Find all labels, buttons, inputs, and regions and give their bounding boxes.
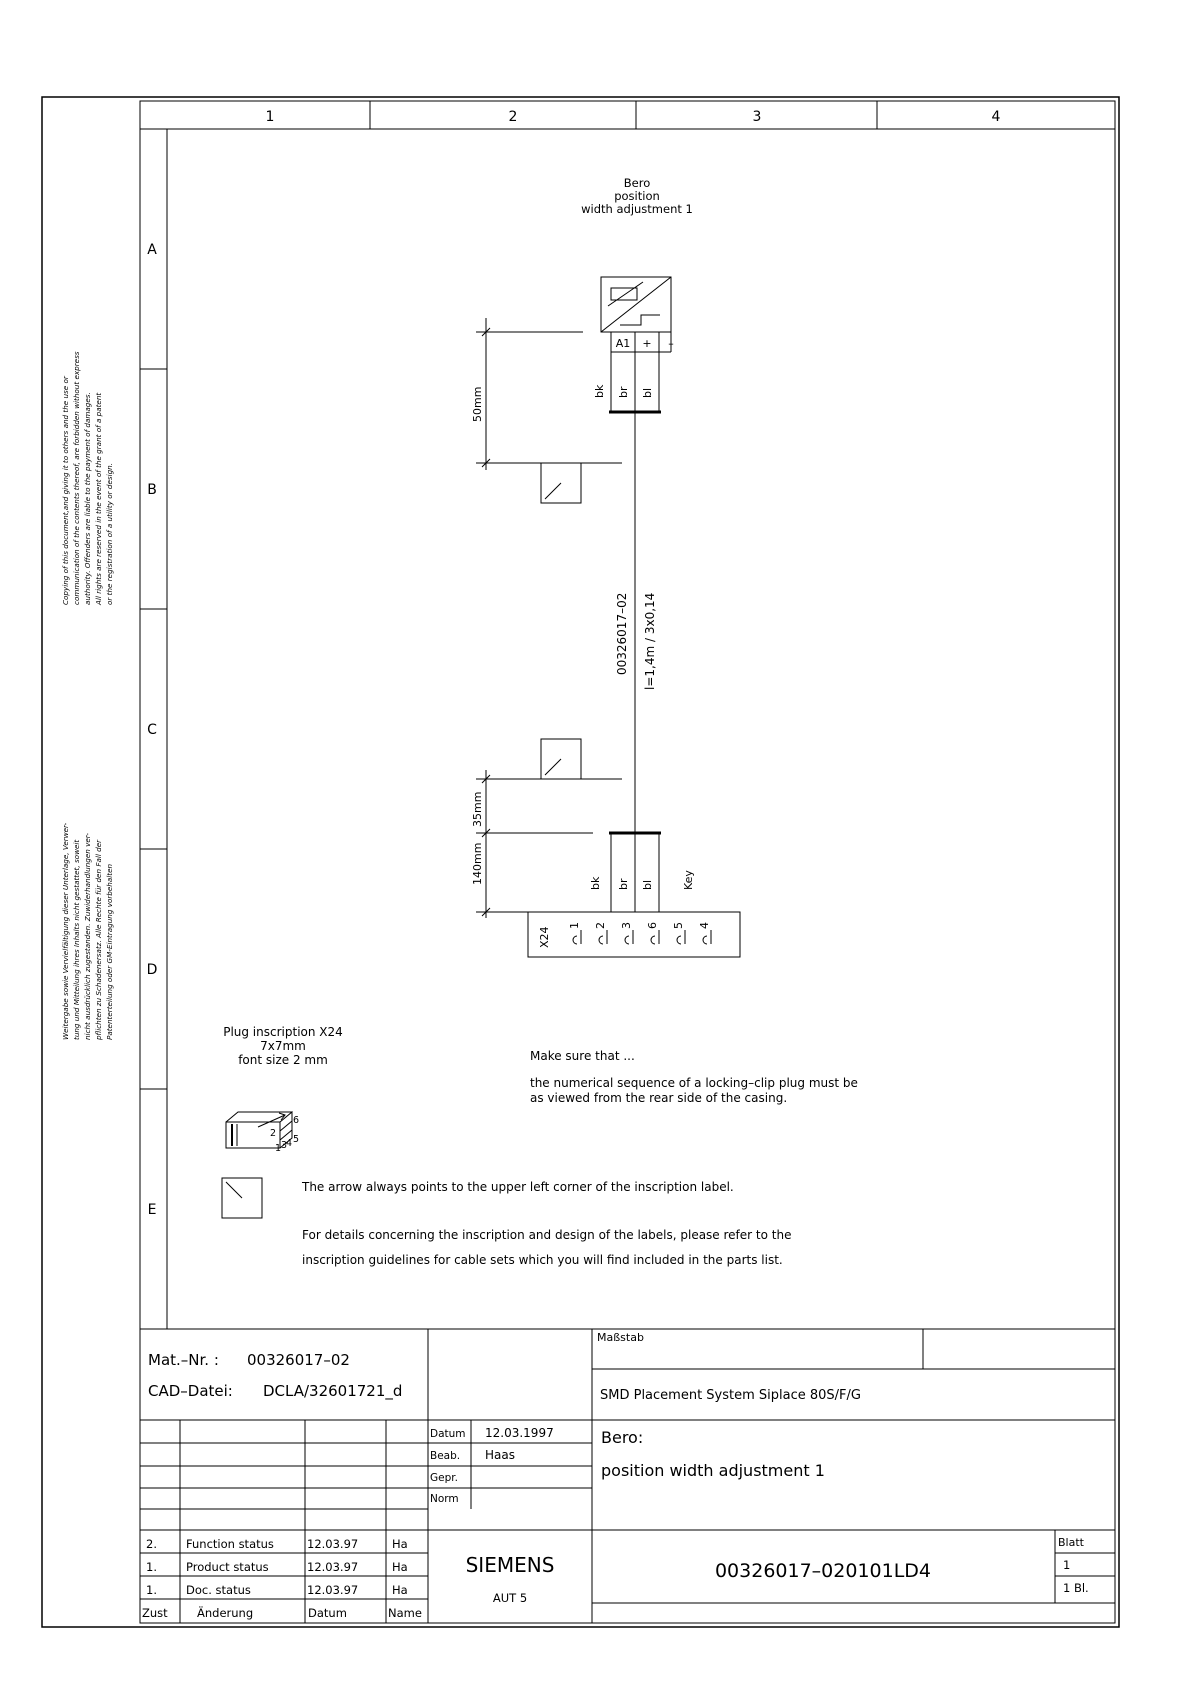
svg-text:Plug inscription X24: Plug inscription X24 <box>223 1025 343 1039</box>
plug-num-4: 4 <box>286 1138 293 1149</box>
grid-row-e: E <box>147 1202 157 1218</box>
bottom-wire-bk: bk <box>589 876 602 890</box>
grid-row-a: A <box>147 242 157 258</box>
plug-inscription-note <box>223 1025 343 1067</box>
arrow-note: The arrow always points to the upper left corner of the inscription label. <box>302 1180 734 1194</box>
svg-text:communication of the contents: communication of the contents thereof, are forbidden without express <box>72 351 81 605</box>
datum-label: Datum <box>430 1428 466 1440</box>
hdr-datum: Datum <box>308 1606 347 1620</box>
rev-1-zust: 2. <box>146 1537 157 1551</box>
details-note-2: inscription guidelines for cable sets which you will find included in the parts list. <box>302 1253 783 1267</box>
hdr-aenderung: Änderung <box>197 1606 254 1620</box>
svg-text:pflichten zu Schadenersatz. Al: pflichten zu Schadenersatz. Alle Rechte für den Fall der <box>94 839 103 1040</box>
bl-total: 1 Bl. <box>1063 1581 1089 1595</box>
bero-sensor-symbol <box>601 277 671 332</box>
connector-x24 <box>528 912 740 957</box>
cad-datei-value: DCLA/32601721_d <box>263 1382 403 1400</box>
plug-num-3: 3 <box>281 1140 288 1151</box>
cad-datei-label: CAD–Datei: <box>148 1382 233 1400</box>
rev-1-text: Function status <box>186 1537 274 1551</box>
mat-nr-value: 00326017–02 <box>247 1351 350 1369</box>
gepr-label: Gepr. <box>430 1472 458 1484</box>
norm-label: Norm <box>430 1493 459 1505</box>
datum-value: 12.03.1997 <box>485 1426 554 1440</box>
sequence-note-1: the numerical sequence of a locking–clip plug must be <box>530 1076 858 1090</box>
hdr-name: Name <box>388 1606 422 1620</box>
hdr-zust: Zust <box>142 1606 168 1620</box>
beab-label: Beab. <box>430 1450 461 1462</box>
rev-3-zust: 1. <box>146 1583 157 1597</box>
plug-num-2: 2 <box>270 1128 277 1139</box>
dim-140mm-label: 140mm <box>471 842 484 885</box>
drawing-title-1: Bero: <box>601 1428 644 1447</box>
connector-pin-4: 4 <box>698 922 711 929</box>
rev-1-name: Ha <box>392 1537 408 1551</box>
dimension-35-140mm <box>476 770 622 918</box>
legal-notice-en <box>61 351 114 606</box>
rev-3-name: Ha <box>392 1583 408 1597</box>
rev-2-date: 12.03.97 <box>307 1560 359 1574</box>
arrow-label-symbol <box>222 1178 262 1218</box>
blatt-label: Blatt <box>1058 1536 1084 1549</box>
dim-50mm-label: 50mm <box>471 386 484 422</box>
department: AUT 5 <box>492 1591 528 1605</box>
plug-num-1: 1 <box>275 1143 282 1154</box>
cable-spec: l=1,4m / 3x0,14 <box>643 592 657 690</box>
svg-text:Patenterteilung oder GM-Eintra: Patenterteilung oder GM-Eintragung vorbehalten <box>105 863 114 1040</box>
svg-text:authority. Offenders are liabl: authority. Offenders are liable to the payment of damages. <box>83 392 92 605</box>
connector-pin-3: 3 <box>620 922 633 929</box>
grid-col-4: 4 <box>991 109 1001 125</box>
make-sure-note: Make sure that ... <box>530 1049 635 1063</box>
plug-num-5: 5 <box>293 1134 300 1145</box>
svg-text:font size 2 mm: font size 2 mm <box>238 1053 328 1067</box>
plug-num-6: 6 <box>293 1115 300 1126</box>
cable-id: 00326017–02 <box>615 592 629 675</box>
svg-text:tung und Mitteilung ihres Inha: tung und Mitteilung ihres Inhalts nicht gestattet, soweit <box>72 839 81 1040</box>
rev-3-text: Doc. status <box>186 1583 251 1597</box>
document-number: 00326017–020101LD4 <box>714 1560 932 1582</box>
sequence-note-2: as viewed from the rear side of the casing. <box>530 1091 788 1105</box>
grid-col-3: 3 <box>752 109 762 125</box>
grid-col-2: 2 <box>508 109 518 125</box>
label-symbol-bottom <box>541 739 581 779</box>
svg-text:7x7mm: 7x7mm <box>260 1039 306 1053</box>
massstab-label: Maßstab <box>597 1331 644 1344</box>
svg-text:Bero: Bero <box>623 176 651 190</box>
svg-text:position: position <box>614 189 660 203</box>
connector-pin-2: 2 <box>594 922 607 929</box>
svg-text:All rights are reserved in the: All rights are reserved in the event of the grant of a patent <box>94 392 103 605</box>
svg-text:Copying of this document,and g: Copying of this document,and giving it to others and the use or <box>61 376 70 605</box>
grid-row-d: D <box>146 962 158 978</box>
connector-pin-1: 1 <box>568 922 581 929</box>
label-symbol-top <box>541 463 581 503</box>
rev-1-date: 12.03.97 <box>307 1537 359 1551</box>
connector-pin-5: 5 <box>672 922 685 929</box>
top-wire-br: br <box>617 386 630 398</box>
dim-35mm-label: 35mm <box>471 791 484 827</box>
connector-wire-block <box>609 833 661 912</box>
company-logo-text: SIEMENS <box>465 1553 555 1577</box>
top-wire-bk: bk <box>593 384 606 398</box>
top-wire-bl: bl <box>641 387 654 398</box>
rev-3-date: 12.03.97 <box>307 1583 359 1597</box>
svg-text:width adjustment 1: width adjustment 1 <box>581 202 693 216</box>
drawing-title-2: position width adjustment 1 <box>601 1461 825 1480</box>
grid-row-c: C <box>147 722 157 738</box>
details-note-1: For details concerning the inscription and design of the labels, please refer to the <box>302 1228 792 1242</box>
grid-col-1: 1 <box>265 109 275 125</box>
bottom-wire-key: Key <box>682 870 695 890</box>
connector-pin-symbols <box>573 930 711 944</box>
connector-x24-label: X24 <box>538 926 551 948</box>
grid-row-b: B <box>147 482 157 498</box>
rev-2-name: Ha <box>392 1560 408 1574</box>
rev-2-text: Product status <box>186 1560 269 1574</box>
bottom-wire-bl: bl <box>641 879 654 890</box>
mat-nr-label: Mat.–Nr. : <box>148 1351 219 1369</box>
sensor-pin-minus: – <box>668 337 674 350</box>
rev-2-zust: 1. <box>146 1560 157 1574</box>
svg-text:nicht ausdrücklich zugestanden: nicht ausdrücklich zugestanden. Zuwiderhandlungen ver- <box>83 833 92 1040</box>
bottom-wire-br: br <box>617 878 630 890</box>
sensor-pin-plus: + <box>642 337 652 350</box>
svg-text:or the registration of a utili: or the registration of a utility or design. <box>105 462 114 605</box>
blatt-value: 1 <box>1063 1558 1071 1572</box>
connector-pin-6: 6 <box>646 922 659 929</box>
svg-text:Weitergabe sowie Vervielfältig: Weitergabe sowie Vervielfältigung dieser Unterlage, Verwer- <box>61 822 70 1040</box>
drawing-title <box>581 176 693 216</box>
beab-value: Haas <box>485 1448 515 1462</box>
sensor-pin-a1: A1 <box>615 337 631 350</box>
product-name: SMD Placement System Siplace 80S/F/G <box>600 1388 861 1403</box>
legal-notice-de <box>61 822 114 1041</box>
